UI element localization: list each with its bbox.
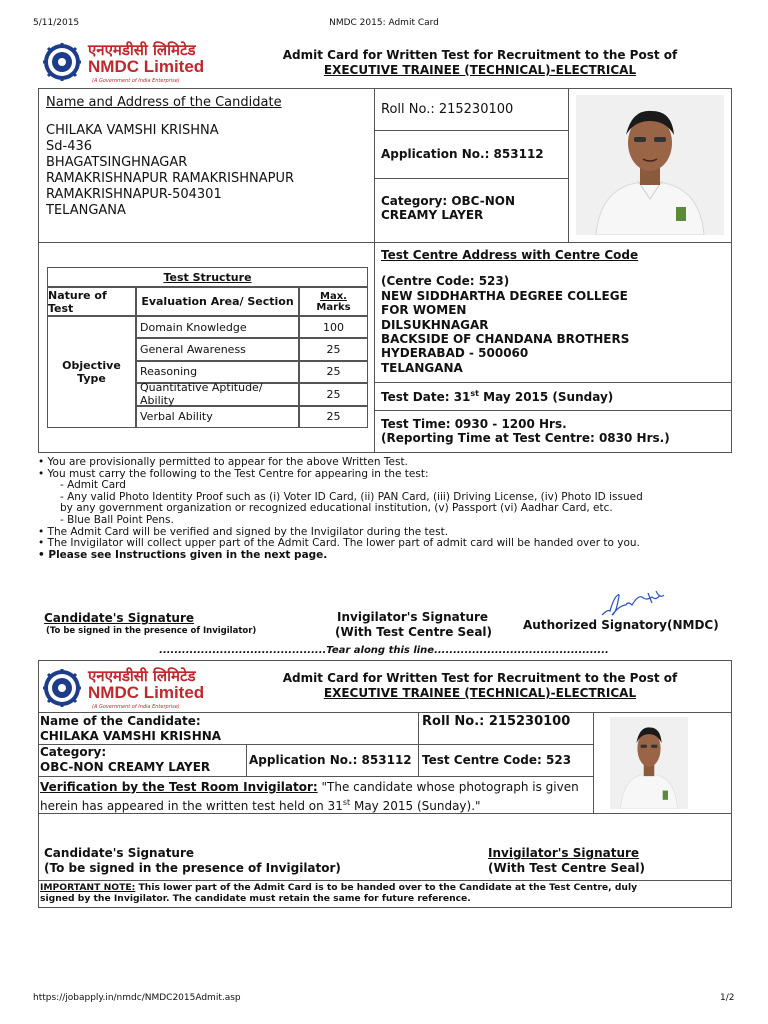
invigilator-signature-label: Invigilator's Signature	[337, 610, 489, 624]
print-title: NMDC 2015: Admit Card	[329, 18, 439, 28]
logo-block	[42, 40, 242, 88]
candidate-photo	[610, 717, 688, 809]
test-area-cell: Reasoning	[136, 361, 299, 383]
candidate-address-line: TELANGANA	[46, 203, 126, 218]
nature-line1: Objective	[62, 359, 121, 372]
candidate-address-line: BHAGATSINGHNAGAR	[46, 155, 188, 170]
logo-hindi: एनएमडीसी लिमिटेड	[88, 41, 196, 59]
lower-candidate-signature-sub: (To be signed in the presence of Invigilator)	[44, 861, 341, 875]
col-max-marks	[299, 287, 368, 316]
test-area-cell: Quantitative Aptitude/ Ability	[136, 383, 299, 405]
candidate-address-line: Sd-436	[46, 139, 93, 154]
centre-address-line: FOR WOMEN	[381, 303, 467, 317]
instruction-sub: - Blue Ball Point Pens.	[60, 513, 174, 526]
col-max-marks-line1: Max.	[320, 290, 347, 302]
candidate-name: CHILAKA VAMSHI KRISHNA	[46, 123, 219, 138]
instruction-item: • The Admit Card will be verified and signed by the Invigilator during the test.	[38, 525, 449, 538]
lower-name-label: Name of the Candidate:	[40, 714, 201, 728]
logo-subtitle: (A Government of India Enterprise)	[92, 78, 180, 84]
heading-line1: Admit Card for Written Test for Recruitment to the Post of	[282, 671, 678, 685]
candidate-address-line: RAMAKRISHNAPUR RAMAKRISHNAPUR	[46, 171, 294, 186]
lower-centre-code: Test Centre Code: 523	[422, 753, 572, 767]
centre-address-line: NEW SIDDHARTHA DEGREE COLLEGE	[381, 289, 628, 303]
verification-sup: st	[342, 798, 351, 807]
nature-line2: Type	[77, 372, 106, 385]
test-area-cell: Verbal Ability	[136, 406, 299, 428]
centre-title: Test Centre Address with Centre Code	[381, 248, 639, 262]
instruction-sub: - Any valid Photo Identity Proof such as (i) Voter ID Card, (ii) PAN Card, (iii) Driving License, (iv) Photo ID issued	[60, 490, 643, 503]
instruction-sub: - Admit Card	[60, 479, 126, 492]
centre-address-line: DILSUKHNAGAR	[381, 318, 489, 332]
verification-text: "The candidate whose photograph is given	[317, 780, 579, 794]
test-date	[381, 389, 613, 404]
test-marks-cell: 25	[299, 406, 368, 428]
test-area-cell: Domain Knowledge	[136, 316, 299, 338]
instruction-item: • The Invigilator will collect upper part of the Admit Card. The lower part of admit card will be handed over to you.	[38, 537, 640, 550]
lower-invigilator-signature-sub: (With Test Centre Seal)	[488, 861, 646, 875]
instruction-text: The Admit Card will be verified and signed by the Invigilator during the test.	[47, 525, 449, 538]
footer-page-number: 1/2	[720, 993, 735, 1003]
logo-english: NMDC Limited	[88, 57, 205, 76]
logo-hindi: एनएमडीसी लिमिटेड	[88, 667, 196, 685]
centre-address-line: BACKSIDE OF CHANDANA BROTHERS	[381, 332, 630, 346]
category-line1: Category: OBC-NON	[381, 194, 516, 208]
test-area-cell: General Awareness	[136, 338, 299, 360]
candidate-address-line: RAMAKRISHNAPUR-504301	[46, 187, 222, 202]
print-date: 5/11/2015	[33, 18, 80, 28]
nature-objective-type	[47, 316, 136, 428]
important-note-label: IMPORTANT NOTE:	[40, 882, 136, 893]
invigilator-signature-sub: (With Test Centre Seal)	[335, 625, 493, 639]
authorized-signatory-label: Authorized Signatory(NMDC)	[523, 618, 719, 632]
reporting-time: (Reporting Time at Test Centre: 0830 Hrs.)	[381, 431, 670, 445]
important-note	[40, 882, 730, 904]
candidate-signature-sub: (To be signed in the presence of Invigilator)	[46, 626, 257, 636]
nmdc-logo-icon	[42, 668, 82, 708]
instruction-text: Please see Instructions given in the next page.	[48, 548, 328, 561]
test-date-post: May 2015 (Sunday)	[479, 390, 614, 404]
lower-application-number: Application No.: 853112	[249, 753, 412, 767]
tear-line: ............................................Tear along this line..............................................	[159, 645, 609, 656]
verification-text: May 2015 (Sunday)."	[350, 799, 481, 813]
instructions	[38, 457, 738, 561]
col-evaluation-area: Evaluation Area/ Section	[136, 287, 299, 316]
verification-text: herein has appeared in the written test held on 31	[40, 799, 343, 813]
instruction-text: You are provisionally permitted to appear for the above Written Test.	[47, 456, 408, 468]
test-date-sup: st	[470, 389, 479, 398]
lower-category: OBC-NON CREAMY LAYER	[40, 760, 211, 774]
verification-label: Verification by the Test Room Invigilator:	[40, 780, 318, 794]
candidate-section-title: Name and Address of the Candidate	[46, 95, 282, 110]
verification-statement	[40, 779, 592, 814]
test-date-pre: Test Date: 31	[381, 390, 471, 404]
test-marks-cell: 25	[299, 361, 368, 383]
logo-block	[42, 666, 242, 714]
footer-url[interactable]: https://jobapply.in/nmdc/NMDC2015Admit.asp	[33, 993, 241, 1003]
candidate-photo	[576, 95, 724, 235]
lower-candidate-signature: Candidate's Signature	[44, 846, 195, 860]
instruction-item: • Please see Instructions given in the next page.	[38, 548, 328, 561]
instruction-item: • You must carry the following to the Test Centre for appearing in the test:	[38, 467, 429, 480]
col-max-marks-line2: Marks	[316, 301, 351, 313]
test-time: Test Time: 0930 - 1200 Hrs.	[381, 417, 567, 431]
centre-address-line: HYDERABAD - 500060	[381, 346, 529, 360]
logo-english: NMDC Limited	[88, 683, 205, 702]
category-line2: CREAMY LAYER	[381, 208, 484, 222]
lower-category-label: Category:	[40, 745, 107, 759]
instruction-item: • You are provisionally permitted to appear for the above Written Test.	[38, 456, 408, 468]
signature-scribble	[598, 587, 678, 621]
application-number: Application No.: 853112	[381, 147, 544, 161]
instruction-sub: by any government organization or recognized educational institution, (v) Passport (vi) Aadhar Card, etc.	[60, 502, 613, 515]
test-marks-cell: 25	[299, 338, 368, 360]
centre-address-line: TELANGANA	[381, 361, 463, 375]
important-note-text: signed by the Invigilator. The candidate must retain the same for future reference.	[40, 893, 471, 904]
centre-code: (Centre Code: 523)	[381, 274, 510, 288]
lower-roll-number: Roll No.: 215230100	[422, 714, 571, 729]
test-marks-cell: 100	[299, 316, 368, 338]
heading-post: EXECUTIVE TRAINEE (TECHNICAL)-ELECTRICAL	[323, 63, 637, 77]
col-nature-of-test: Nature of Test	[47, 287, 136, 316]
roll-number: Roll No.: 215230100	[381, 102, 514, 117]
instruction-text: You must carry the following to the Test Centre for appearing in the test:	[47, 467, 429, 480]
lower-candidate-name: CHILAKA VAMSHI KRISHNA	[40, 729, 222, 743]
important-note-text: This lower part of the Admit Card is to be handed over to the Candidate at the Test Centre, duly	[135, 882, 638, 893]
logo-subtitle: (A Government of India Enterprise)	[92, 704, 180, 710]
heading-line1: Admit Card for Written Test for Recruitment to the Post of	[282, 48, 678, 62]
test-structure-title: Test Structure	[47, 267, 368, 287]
nmdc-logo-icon	[42, 42, 82, 82]
test-marks-cell: 25	[299, 383, 368, 405]
candidate-signature-label: Candidate's Signature	[44, 611, 195, 625]
lower-invigilator-signature: Invigilator's Signature	[488, 846, 640, 860]
instruction-text: The Invigilator will collect upper part of the Admit Card. The lower part of admit card will be handed over to you.	[47, 537, 640, 550]
heading-post: EXECUTIVE TRAINEE (TECHNICAL)-ELECTRICAL	[323, 686, 637, 700]
